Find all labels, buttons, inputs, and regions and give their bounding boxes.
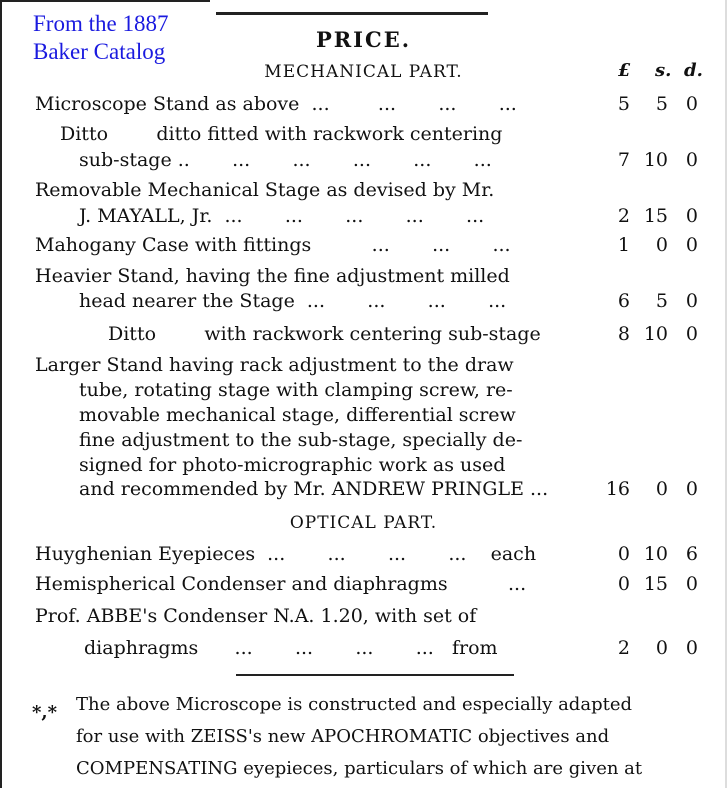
section-optical: OPTICAL PART.	[289, 513, 438, 533]
price-pence: 0	[685, 573, 698, 595]
note-line: for use with ZEISS's new APOCHROMATIC objectives and	[76, 726, 610, 747]
item-line: sub-stage .. ... ... ... ... ...	[79, 149, 492, 171]
item-line: tube, rotating stage with clamping screw, re-	[79, 379, 513, 401]
item-line: Larger Stand having rack adjustment to the draw	[35, 354, 514, 376]
price-shillings: 5	[655, 290, 668, 312]
price-pence: 0	[685, 290, 698, 312]
price-pence: 0	[685, 205, 698, 227]
price-pence: 0	[685, 637, 698, 659]
price-pounds: 6	[617, 290, 630, 312]
price-pounds: 5	[617, 93, 630, 115]
item-line: fine adjustment to the sub-stage, specially de-	[79, 429, 523, 451]
frame-top-border	[0, 0, 210, 2]
price-pounds: 7	[617, 149, 630, 171]
price-pounds: 2	[617, 637, 630, 659]
price-pence: 0	[685, 149, 698, 171]
item-line: Huyghenian Eyepieces ... ... ... ... each	[35, 543, 537, 565]
header-shillings: s.	[655, 60, 672, 81]
price-shillings: 0	[655, 234, 668, 256]
item-line: Mahogany Case with fittings ... ... ...	[35, 234, 511, 256]
price-pounds: 0	[617, 543, 630, 565]
page-title: PRICE.	[315, 27, 412, 52]
item-line: Microscope Stand as above ... ... ... ...	[35, 93, 517, 115]
divider-rule	[236, 674, 514, 676]
price-pounds: 8	[617, 323, 630, 345]
header-pounds: £	[618, 60, 631, 81]
item-line: movable mechanical stage, differential screw	[79, 404, 516, 426]
price-shillings: 10	[643, 149, 668, 171]
price-pounds: 0	[617, 573, 630, 595]
item-line: Hemispherical Condenser and diaphragms ...	[35, 573, 527, 595]
item-line: Ditto with rackwork centering sub-stage	[108, 323, 541, 345]
item-line: Heavier Stand, having the fine adjustment milled	[35, 265, 510, 287]
header-pence: d.	[684, 60, 703, 81]
price-pence: 0	[685, 234, 698, 256]
item-line: J. MAYALL, Jr. ... ... ... ... ...	[79, 205, 485, 227]
price-pence: 0	[685, 93, 698, 115]
note-line: COMPENSATING eyepieces, particulars of which are given at	[76, 758, 643, 779]
asterism-marker: *,*	[32, 702, 58, 723]
item-line: Ditto ditto fitted with rackwork centering	[60, 123, 503, 145]
item-line: Removable Mechanical Stage as devised by Mr.	[35, 179, 495, 201]
price-shillings: 0	[655, 637, 668, 659]
price-pence: 6	[685, 543, 698, 565]
item-line: Prof. ABBE's Condenser N.A. 1.20, with set of	[35, 605, 477, 627]
item-line: signed for photo-micrographic work as used	[79, 454, 506, 476]
price-shillings: 0	[655, 478, 668, 500]
price-shillings: 5	[655, 93, 668, 115]
price-shillings: 15	[643, 205, 668, 227]
price-shillings: 15	[643, 573, 668, 595]
caption-line-2: Baker Catalog	[33, 39, 166, 64]
caption-line-1: From the 1887	[33, 11, 169, 36]
price-pence: 0	[685, 478, 698, 500]
price-pence: 0	[685, 323, 698, 345]
price-shillings: 10	[643, 543, 668, 565]
item-line: head nearer the Stage ... ... ... ...	[79, 290, 507, 312]
item-line: and recommended by Mr. ANDREW PRINGLE ...	[79, 478, 549, 500]
price-pounds: 16	[605, 478, 630, 500]
frame-left-border	[0, 0, 2, 788]
section-mechanical: MECHANICAL PART.	[264, 62, 463, 82]
top-rule	[216, 12, 488, 15]
item-line: diaphragms ... ... ... ... from	[84, 637, 498, 659]
price-shillings: 10	[643, 323, 668, 345]
price-pounds: 1	[617, 234, 630, 256]
price-pounds: 2	[617, 205, 630, 227]
note-line: The above Microscope is constructed and especially adapted	[76, 694, 632, 715]
